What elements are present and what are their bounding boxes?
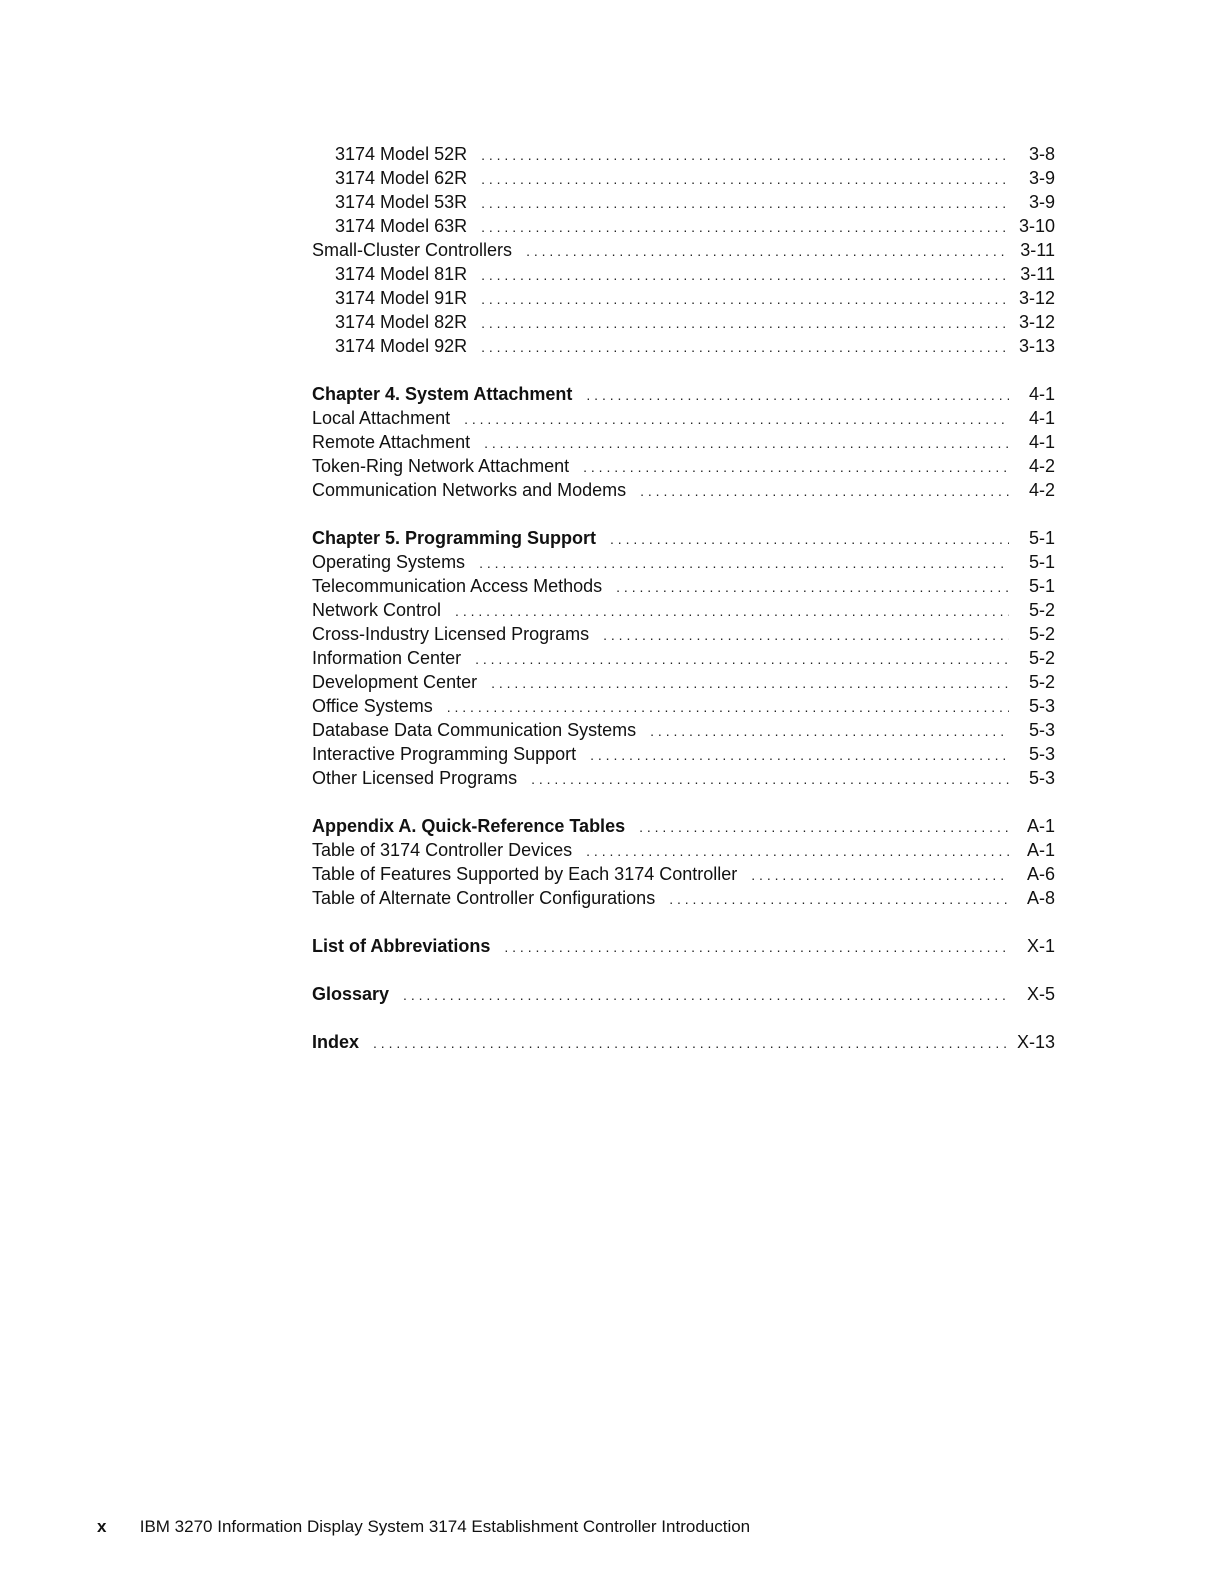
toc-entry-title: 3174 Model 52R — [335, 144, 468, 164]
toc-entry-page: 5-2 — [1028, 624, 1055, 644]
toc-dot-leader — [447, 695, 1009, 719]
toc-entry — [312, 766, 1055, 790]
toc-dot-leader — [590, 743, 1009, 767]
toc-dot-leader — [481, 335, 1009, 359]
toc-entry-page: 5-3 — [1028, 720, 1055, 740]
toc-entry-title: Local Attachment — [312, 408, 451, 428]
toc-entry-title: Database Data Communication Systems — [312, 720, 637, 740]
toc-dot-leader — [481, 263, 1009, 287]
toc-dot-leader — [484, 431, 1009, 455]
toc-entry-title: Communication Networks and Modems — [312, 480, 627, 500]
toc-dot-leader — [650, 719, 1009, 743]
toc-entry-page: X-5 — [1026, 984, 1055, 1004]
toc-entry — [312, 598, 1055, 622]
toc-entry-title: Table of Features Supported by Each 3174 Controller — [312, 864, 738, 884]
toc-dot-leader — [403, 983, 1009, 1007]
toc-dot-leader — [669, 887, 1009, 911]
toc-dot-leader — [479, 551, 1009, 575]
toc-entry-title: Information Center — [312, 648, 462, 668]
toc-entry-title: 3174 Model 53R — [335, 192, 468, 212]
toc-dot-leader — [481, 215, 1009, 239]
toc-entry-page: 4-1 — [1028, 408, 1055, 428]
toc-entry — [312, 262, 1055, 286]
toc-group — [312, 382, 1055, 502]
toc-dot-leader — [603, 623, 1009, 647]
toc-entry — [312, 142, 1055, 166]
toc-entry — [312, 334, 1055, 358]
toc-entry-title: Glossary — [312, 984, 390, 1004]
toc-entry-title: Office Systems — [312, 696, 433, 716]
toc-entry-page: 5-3 — [1028, 696, 1055, 716]
toc-entry — [312, 238, 1055, 262]
toc-entry-title: Other Licensed Programs — [312, 768, 518, 788]
toc-entry-title: Network Control — [312, 600, 442, 620]
toc-entry-page: 3-8 — [1028, 144, 1055, 164]
toc-entry — [312, 718, 1055, 742]
toc-dot-leader — [475, 647, 1009, 671]
toc-entry-page: 5-2 — [1028, 648, 1055, 668]
toc-entry — [312, 454, 1055, 478]
toc-entry-page: 3-12 — [1018, 288, 1055, 308]
toc-dot-leader — [586, 383, 1009, 407]
toc-dot-leader — [504, 935, 1009, 959]
toc-entry-title: Table of 3174 Controller Devices — [312, 840, 573, 860]
toc-dot-leader — [481, 143, 1009, 167]
table-of-contents — [312, 142, 1055, 1078]
toc-dot-leader — [583, 455, 1009, 479]
toc-entry-page: 5-1 — [1028, 528, 1055, 548]
toc-entry — [312, 742, 1055, 766]
toc-entry — [312, 838, 1055, 862]
toc-entry-page: A-1 — [1026, 816, 1055, 836]
footer-book-title: IBM 3270 Information Display System 3174 Establishment Controller Introduction — [139, 1517, 751, 1536]
toc-entry-page: 5-1 — [1028, 552, 1055, 572]
toc-entry-title: 3174 Model 82R — [335, 312, 468, 332]
toc-entry-title: 3174 Model 92R — [335, 336, 468, 356]
toc-dot-leader — [481, 167, 1009, 191]
toc-dot-leader — [586, 839, 1009, 863]
toc-dot-leader — [639, 815, 1009, 839]
toc-entry-page: 4-1 — [1028, 432, 1055, 452]
toc-entry-title: Table of Alternate Controller Configurations — [312, 888, 656, 908]
page-footer — [97, 1515, 750, 1539]
toc-dot-leader — [610, 527, 1009, 551]
toc-entry — [312, 382, 1055, 406]
toc-entry-page: 5-2 — [1028, 600, 1055, 620]
toc-entry-page: 5-1 — [1028, 576, 1055, 596]
toc-entry — [312, 862, 1055, 886]
toc-entry — [312, 886, 1055, 910]
toc-entry-page: 4-1 — [1028, 384, 1055, 404]
toc-entry-title: 3174 Model 63R — [335, 216, 468, 236]
toc-entry-page: 4-2 — [1028, 456, 1055, 476]
toc-entry-title: Appendix A. Quick-Reference Tables — [312, 816, 626, 836]
toc-entry-title: List of Abbreviations — [312, 936, 491, 956]
toc-entry — [312, 1030, 1055, 1054]
toc-entry-page: 4-2 — [1028, 480, 1055, 500]
toc-entry-title: 3174 Model 91R — [335, 288, 468, 308]
toc-dot-leader — [455, 599, 1009, 623]
toc-entry-page: 3-9 — [1028, 192, 1055, 212]
toc-entry — [312, 646, 1055, 670]
toc-entry-title: Development Center — [312, 672, 478, 692]
toc-entry-page: X-13 — [1016, 1032, 1055, 1052]
toc-dot-leader — [481, 287, 1009, 311]
toc-entry — [312, 406, 1055, 430]
toc-group — [312, 1030, 1055, 1054]
toc-group — [312, 142, 1055, 358]
toc-entry — [312, 310, 1055, 334]
toc-entry — [312, 670, 1055, 694]
toc-dot-leader — [464, 407, 1009, 431]
toc-entry-page: A-6 — [1026, 864, 1055, 884]
toc-entry-page: A-1 — [1026, 840, 1055, 860]
toc-entry-page: 5-2 — [1028, 672, 1055, 692]
toc-group — [312, 982, 1055, 1006]
toc-entry-title: Chapter 4. System Attachment — [312, 384, 573, 404]
toc-entry-page: A-8 — [1026, 888, 1055, 908]
toc-dot-leader — [616, 575, 1009, 599]
toc-entry-page: 3-10 — [1018, 216, 1055, 236]
toc-entry-page: 3-9 — [1028, 168, 1055, 188]
toc-entry-title: Index — [312, 1032, 360, 1052]
toc-entry — [312, 190, 1055, 214]
toc-entry-page: X-1 — [1026, 936, 1055, 956]
toc-entry — [312, 982, 1055, 1006]
toc-group — [312, 526, 1055, 790]
toc-dot-leader — [531, 767, 1009, 791]
toc-entry — [312, 550, 1055, 574]
toc-entry-title: 3174 Model 62R — [335, 168, 468, 188]
toc-entry — [312, 694, 1055, 718]
toc-entry — [312, 622, 1055, 646]
toc-group — [312, 934, 1055, 958]
toc-entry — [312, 526, 1055, 550]
toc-dot-leader — [491, 671, 1009, 695]
toc-entry-title: Cross-Industry Licensed Programs — [312, 624, 590, 644]
toc-entry-page: 5-3 — [1028, 768, 1055, 788]
toc-entry-page: 3-12 — [1018, 312, 1055, 332]
toc-entry — [312, 214, 1055, 238]
toc-entry-title: Token-Ring Network Attachment — [312, 456, 570, 476]
toc-group — [312, 814, 1055, 910]
footer-page-number: x — [97, 1517, 107, 1536]
toc-entry-title: Operating Systems — [312, 552, 466, 572]
toc-dot-leader — [640, 479, 1009, 503]
toc-dot-leader — [481, 191, 1009, 215]
toc-entry-title: 3174 Model 81R — [335, 264, 468, 284]
toc-entry — [312, 478, 1055, 502]
toc-entry — [312, 430, 1055, 454]
toc-entry — [312, 934, 1055, 958]
toc-dot-leader — [481, 311, 1009, 335]
toc-entry — [312, 814, 1055, 838]
toc-entry-title: Small-Cluster Controllers — [312, 240, 513, 260]
toc-entry-page: 5-3 — [1028, 744, 1055, 764]
toc-entry — [312, 166, 1055, 190]
toc-entry-title: Remote Attachment — [312, 432, 471, 452]
toc-entry-page: 3-11 — [1020, 240, 1055, 260]
toc-entry-page: 3-11 — [1020, 264, 1055, 284]
toc-entry — [312, 286, 1055, 310]
toc-dot-leader — [373, 1031, 1007, 1055]
toc-entry-page: 3-13 — [1018, 336, 1055, 356]
toc-dot-leader — [751, 863, 1009, 887]
toc-entry-title: Telecommunication Access Methods — [312, 576, 603, 596]
toc-dot-leader — [526, 239, 1009, 263]
toc-entry-title: Interactive Programming Support — [312, 744, 577, 764]
toc-entry-title: Chapter 5. Programming Support — [312, 528, 597, 548]
toc-entry — [312, 574, 1055, 598]
